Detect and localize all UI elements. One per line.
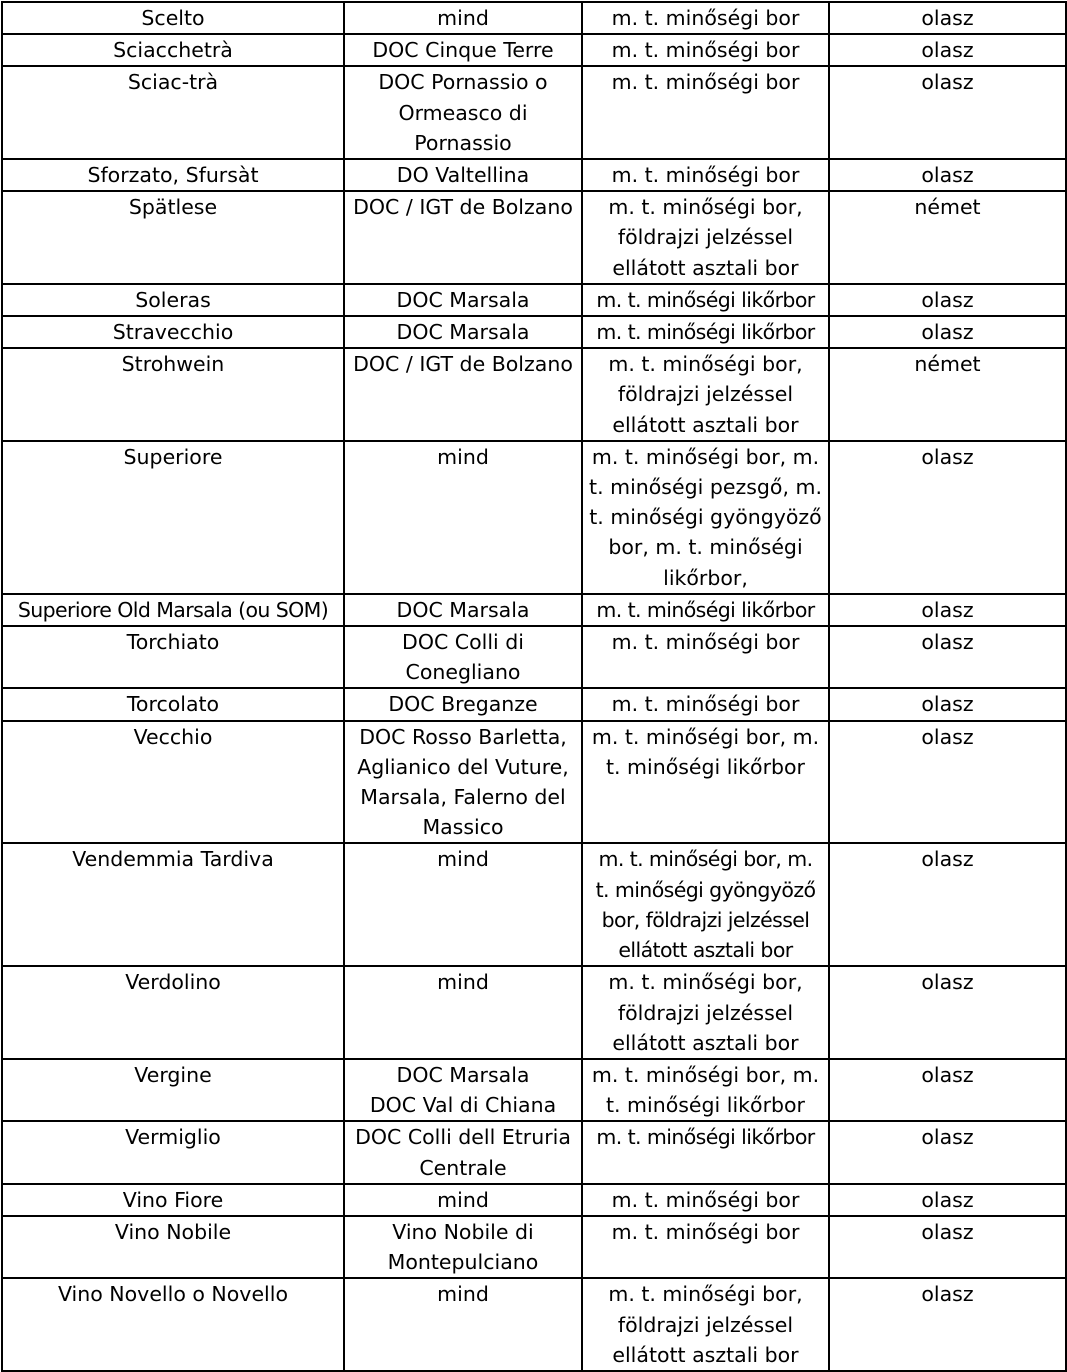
cell-term: [2, 843, 344, 966]
cell-language-line: olasz: [921, 597, 974, 622]
table-row: [2, 721, 1066, 844]
cell-category: [582, 1184, 829, 1216]
cell-category-line: ellátott asztali bor: [612, 1342, 799, 1367]
cell-term: [2, 1216, 344, 1278]
cell-term-line: Torchiato: [126, 630, 220, 655]
cell-area-line: DOC Colli dell Etruria: [355, 1125, 571, 1150]
cell-category-line: t. minőségi pezsgő, m.: [589, 475, 822, 500]
cell-language: [829, 191, 1066, 284]
table-row: [2, 688, 1066, 720]
cell-area-line: Montepulciano: [387, 1250, 539, 1275]
cell-term: [2, 441, 344, 594]
table-row: [2, 2, 1066, 34]
cell-area-line: DOC Cinque Terre: [372, 38, 554, 63]
table-row: [2, 1121, 1066, 1183]
cell-category-line: m. t. minőségi bor, m.: [598, 847, 813, 872]
cell-language-line: olasz: [921, 70, 974, 95]
cell-area: [344, 1059, 582, 1121]
cell-term: [2, 348, 344, 441]
cell-area: [344, 348, 582, 441]
cell-language: [829, 1184, 1066, 1216]
table-row: [2, 1278, 1066, 1371]
cell-language-line: olasz: [921, 1219, 974, 1244]
cell-term-line: Vergine: [134, 1062, 212, 1087]
cell-term-line: Superiore Old Marsala (ou SOM): [17, 597, 329, 622]
table-row: [2, 1216, 1066, 1278]
cell-category-line: t. minőségi gyöngyöző: [589, 505, 822, 530]
cell-category: [582, 441, 829, 594]
table-row: [2, 1059, 1066, 1121]
cell-category-line: m. t. minőségi likőrbor: [596, 1125, 815, 1150]
cell-category: [582, 1278, 829, 1371]
table-row: [2, 284, 1066, 316]
cell-category-line: ellátott asztali bor: [612, 412, 799, 437]
cell-category-line: m. t. minőségi bor: [611, 70, 800, 95]
cell-term: [2, 191, 344, 284]
cell-language-line: olasz: [921, 1282, 974, 1307]
cell-language-line: olasz: [921, 38, 974, 63]
cell-category-line: m. t. minőségi bor,: [608, 970, 803, 995]
cell-area: [344, 191, 582, 284]
cell-category-line: m. t. minőségi likőrbor: [596, 320, 815, 345]
cell-category-line: ellátott asztali bor: [612, 255, 799, 280]
cell-category-line: m. t. minőségi bor, m.: [591, 444, 820, 469]
cell-term-line: Sciac-trà: [127, 70, 219, 95]
cell-category-line: m. t. minőségi bor: [611, 630, 800, 655]
cell-area-line: mind: [437, 444, 489, 469]
cell-category-line: t. minőségi gyöngyöző: [595, 877, 816, 902]
cell-category: [582, 1121, 829, 1183]
cell-term-line: Superiore: [123, 444, 223, 469]
cell-category: [582, 34, 829, 66]
cell-area-line: mind: [437, 970, 489, 995]
cell-category-line: m. t. minőségi likőrbor: [596, 597, 815, 622]
table-row: [2, 594, 1066, 626]
cell-category: [582, 1059, 829, 1121]
cell-area-line: mind: [437, 1187, 489, 1212]
cell-category-line: m. t. minőségi bor: [611, 1187, 800, 1212]
cell-language-line: olasz: [921, 1187, 974, 1212]
cell-category-line: m. t. minőségi bor, m.: [591, 1062, 820, 1087]
cell-term: [2, 66, 344, 159]
cell-language: [829, 348, 1066, 441]
cell-language: [829, 688, 1066, 720]
cell-category-line: bor, földrajzi jelzéssel: [601, 907, 810, 932]
cell-area-line: DOC Marsala: [396, 1062, 530, 1087]
cell-term-line: Soleras: [135, 287, 211, 312]
cell-language: [829, 159, 1066, 191]
cell-language-line: olasz: [921, 692, 974, 717]
cell-category-line: m. t. minőségi bor: [611, 692, 800, 717]
cell-category-line: likőrbor,: [663, 565, 748, 590]
cell-area: [344, 1121, 582, 1183]
cell-area: [344, 2, 582, 34]
cell-area-line: DOC Pornassio o: [378, 70, 548, 95]
cell-language: [829, 34, 1066, 66]
cell-category: [582, 626, 829, 688]
cell-language: [829, 966, 1066, 1059]
cell-area-line: Pornassio: [414, 130, 512, 155]
table-row: [2, 966, 1066, 1059]
cell-category: [582, 1216, 829, 1278]
cell-language: [829, 843, 1066, 966]
wine-terms-table: [1, 1, 1067, 1372]
cell-area-line: Ormeasco di: [398, 100, 528, 125]
cell-term-line: Vendemmia Tardiva: [72, 847, 274, 872]
cell-category-line: földrajzi jelzéssel: [617, 1000, 794, 1025]
cell-area: [344, 1216, 582, 1278]
table-row: [2, 66, 1066, 159]
cell-language-line: olasz: [921, 163, 974, 188]
cell-area: [344, 626, 582, 688]
cell-category: [582, 594, 829, 626]
cell-language-line: olasz: [921, 630, 974, 655]
cell-category: [582, 316, 829, 348]
cell-area-line: mind: [437, 6, 489, 30]
cell-term: [2, 721, 344, 844]
cell-category-line: m. t. minőségi likőrbor: [596, 287, 815, 312]
cell-language: [829, 441, 1066, 594]
cell-term-line: Sciacchetrà: [113, 38, 233, 63]
cell-language-line: olasz: [921, 1062, 974, 1087]
cell-term-line: Vecchio: [133, 724, 213, 749]
cell-area: [344, 594, 582, 626]
cell-area: [344, 441, 582, 594]
cell-area-line: DO Valtellina: [396, 163, 530, 188]
cell-category-line: bor, m. t. minőségi: [608, 535, 803, 560]
cell-term: [2, 966, 344, 1059]
cell-category: [582, 348, 829, 441]
cell-language-line: olasz: [921, 724, 974, 749]
cell-category-line: t. minőségi likőrbor: [605, 1093, 805, 1118]
cell-area-line: Marsala, Falerno del: [360, 785, 566, 810]
table-row: [2, 159, 1066, 191]
cell-language-line: olasz: [921, 6, 974, 30]
cell-category-line: m. t. minőségi bor: [611, 6, 800, 30]
table-row: [2, 348, 1066, 441]
cell-language-line: német: [914, 352, 981, 377]
cell-language: [829, 1121, 1066, 1183]
cell-category-line: m. t. minőségi bor,: [608, 352, 803, 377]
cell-category-line: m. t. minőségi bor, m.: [591, 724, 820, 749]
cell-area-line: DOC Breganze: [388, 692, 538, 717]
cell-term: [2, 626, 344, 688]
table-row: [2, 191, 1066, 284]
cell-term-line: Vino Fiore: [122, 1187, 224, 1212]
table-row: [2, 626, 1066, 688]
cell-category: [582, 843, 829, 966]
cell-language: [829, 66, 1066, 159]
cell-area: [344, 1184, 582, 1216]
cell-area-line: DOC / IGT de Bolzano: [353, 352, 573, 377]
cell-term: [2, 688, 344, 720]
cell-term-line: Strohwein: [121, 352, 225, 377]
cell-language-line: olasz: [921, 287, 974, 312]
cell-language: [829, 626, 1066, 688]
table-row: [2, 843, 1066, 966]
cell-category-line: ellátott asztali bor: [612, 1030, 799, 1055]
cell-term: [2, 1121, 344, 1183]
cell-language: [829, 1278, 1066, 1371]
cell-category-line: m. t. minőségi bor: [611, 163, 800, 188]
cell-area-line: DOC Colli di: [402, 630, 524, 655]
cell-term: [2, 1184, 344, 1216]
cell-category: [582, 721, 829, 844]
cell-area-line: Centrale: [419, 1155, 507, 1180]
cell-category: [582, 2, 829, 34]
cell-term-line: Vino Nobile: [114, 1219, 232, 1244]
cell-language: [829, 2, 1066, 34]
cell-language-line: olasz: [921, 847, 974, 872]
cell-term-line: Torcolato: [126, 692, 220, 717]
cell-category-line: ellátott asztali bor: [618, 938, 793, 963]
cell-area-line: DOC Rosso Barletta,: [359, 724, 567, 749]
table-row: [2, 441, 1066, 594]
cell-area: [344, 1278, 582, 1371]
cell-category-line: t. minőségi likőrbor: [605, 754, 805, 779]
cell-term: [2, 34, 344, 66]
cell-area: [344, 66, 582, 159]
cell-area: [344, 721, 582, 844]
cell-area-line: mind: [437, 847, 489, 872]
cell-language-line: olasz: [921, 320, 974, 345]
cell-term-line: Sforzato, Sfursàt: [87, 163, 259, 188]
cell-term: [2, 2, 344, 34]
cell-language-line: német: [914, 195, 981, 220]
cell-term-line: Verdolino: [125, 970, 221, 995]
cell-area: [344, 34, 582, 66]
cell-area-line: DOC Marsala: [396, 597, 530, 622]
cell-language: [829, 721, 1066, 844]
cell-term-line: Vino Novello o Novello: [57, 1282, 288, 1307]
cell-area-line: DOC Marsala: [396, 287, 530, 312]
cell-category-line: m. t. minőségi bor,: [608, 195, 803, 220]
cell-language-line: olasz: [921, 970, 974, 995]
cell-area: [344, 284, 582, 316]
cell-language-line: olasz: [921, 444, 974, 469]
table-row: [2, 34, 1066, 66]
cell-category: [582, 191, 829, 284]
cell-category: [582, 966, 829, 1059]
cell-term: [2, 284, 344, 316]
cell-area: [344, 843, 582, 966]
cell-term: [2, 316, 344, 348]
cell-category: [582, 159, 829, 191]
table-body: [2, 2, 1066, 1371]
cell-category-line: m. t. minőségi bor: [611, 38, 800, 63]
cell-category-line: földrajzi jelzéssel: [617, 225, 794, 250]
cell-term-line: Stravecchio: [112, 320, 234, 345]
cell-term: [2, 1059, 344, 1121]
cell-category: [582, 66, 829, 159]
cell-area-line: DOC / IGT de Bolzano: [353, 195, 573, 220]
cell-term: [2, 594, 344, 626]
cell-category: [582, 284, 829, 316]
cell-category: [582, 688, 829, 720]
cell-term: [2, 159, 344, 191]
table-row: [2, 316, 1066, 348]
cell-language: [829, 284, 1066, 316]
cell-category-line: földrajzi jelzéssel: [617, 1312, 794, 1337]
cell-area-line: DOC Val di Chiana: [369, 1093, 557, 1118]
cell-language: [829, 594, 1066, 626]
cell-language: [829, 316, 1066, 348]
cell-area: [344, 159, 582, 191]
cell-area-line: Vino Nobile di: [392, 1219, 534, 1244]
cell-area-line: Massico: [422, 815, 504, 840]
cell-language: [829, 1059, 1066, 1121]
cell-term: [2, 1278, 344, 1371]
cell-language-line: olasz: [921, 1125, 974, 1150]
cell-category-line: m. t. minőségi bor,: [608, 1282, 803, 1307]
cell-term-line: Vermiglio: [125, 1125, 221, 1150]
cell-term-line: Spätlese: [128, 195, 218, 220]
cell-area: [344, 688, 582, 720]
cell-category-line: földrajzi jelzéssel: [617, 382, 794, 407]
cell-area-line: mind: [437, 1282, 489, 1307]
cell-area-line: Aglianico del Vuture,: [357, 754, 569, 779]
cell-area-line: Conegliano: [405, 660, 521, 685]
cell-term-line: Scelto: [141, 6, 205, 30]
cell-language: [829, 1216, 1066, 1278]
table-row: [2, 1184, 1066, 1216]
cell-area: [344, 966, 582, 1059]
cell-area-line: DOC Marsala: [396, 320, 530, 345]
cell-area: [344, 316, 582, 348]
cell-category-line: m. t. minőségi bor: [611, 1219, 800, 1244]
